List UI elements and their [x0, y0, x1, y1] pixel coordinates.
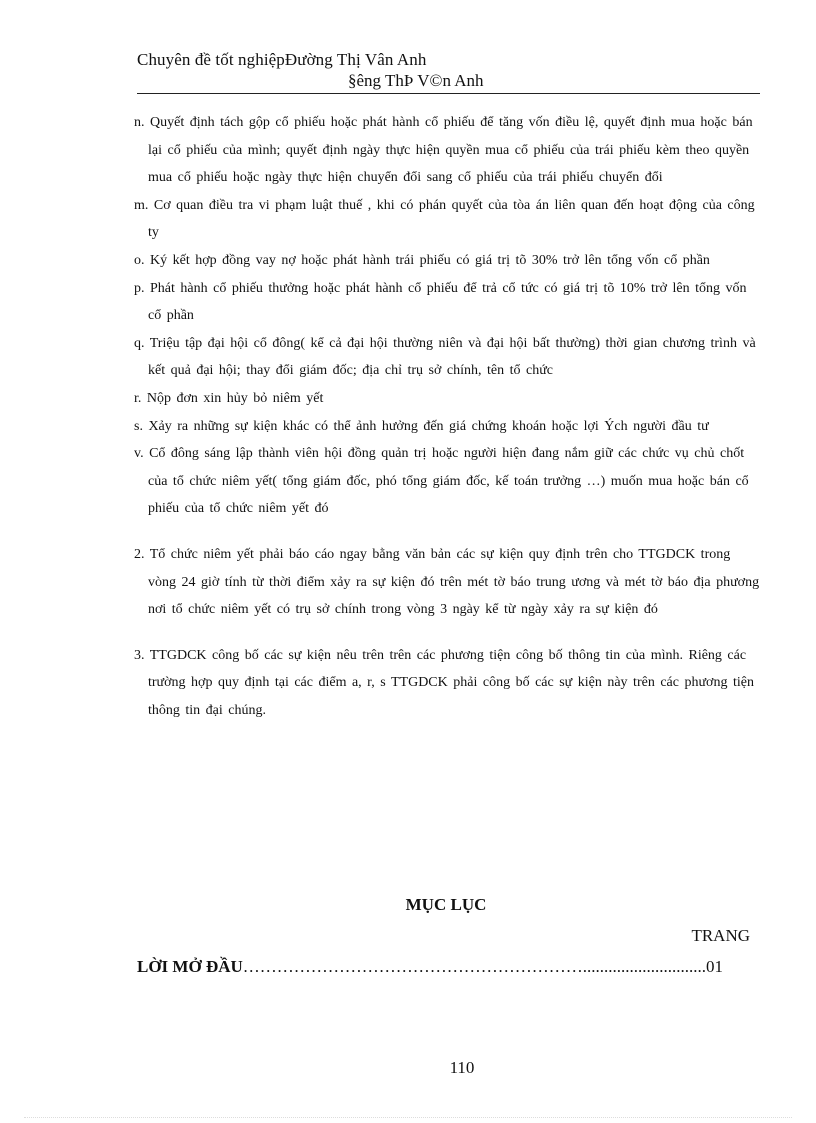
header-author-encoded: §êng ThÞ V©n Anh — [348, 71, 484, 90]
paragraph-2: 2. Tổ chức niêm yết phải báo cáo ngay bằng văn bản các sự kiện quy định trên cho TTGDCK trong vòng 24 giờ tính từ thời điểm xảy ra sự kiện đó trên mét tờ báo trung ương và mét tờ báo địa phương nơi tổ chức niêm yết có trụ sở chính trong vòng 3 ngày kể từ ngày xảy ra sự kiện đó — [134, 546, 760, 618]
toc-page-column-label: TRANG — [691, 926, 750, 945]
list-item-p: p. Phát hành cổ phiếu thưởng hoặc phát hành cổ phiếu để trả cổ tức có giá trị tõ 10% trở lên tổng vốn cổ phần — [134, 280, 747, 324]
list-item-q: q. Triệu tập đại hội cổ đông( kể cả đại hội thường niên và đại hội bất thường) thời gian chương trình và kết quả đại hội; thay đổi giám đốc; địa chỉ trụ sở chính, tên tổ chức — [134, 335, 756, 379]
page-number: 110 — [449, 1058, 475, 1077]
list-item-o: o. Ký kết hợp đồng vay nợ hoặc phát hành trái phiếu có giá trị tõ 30% trở lên tổng vốn cổ phần — [134, 252, 710, 268]
body-text — [134, 109, 762, 724]
header-title: Chuyên đề tốt nghiệpĐường Thị Vân Anh — [137, 50, 427, 69]
toc-entry[interactable] — [137, 957, 723, 977]
list-item-m: m. Cơ quan điều tra vi phạm luật thuế , khi có phán quyết của tòa án liên quan đến hoạt động của công ty — [134, 197, 755, 241]
page-bottom-border — [24, 1117, 792, 1118]
toc-entry-label: LỜI MỞ ĐẦU — [137, 957, 243, 976]
toc-title: MỤC LỤC — [405, 895, 487, 914]
toc-entry-page: 01 — [706, 957, 724, 976]
list-item-n: n. Quyết định tách gộp cổ phiếu hoặc phát hành cổ phiếu để tăng vốn điều lệ, quyết định mua hoặc bán lại cổ phiếu của mình; quyết định ngày thực hiện quyền mua cổ phiếu của trái phiếu kèm theo quyền mua cổ phiếu hoặc ngày thực hiện chuyển đổi sang cổ phiếu của trái phiếu chuyển đổi — [134, 115, 753, 186]
header-divider — [137, 93, 760, 94]
toc-entry-leader: ……………………………………………………............................. — [242, 957, 707, 976]
paragraph-3: 3. TTGDCK công bố các sự kiện nêu trên trên các phương tiện công bố thông tin của mình. Riêng các trường hợp quy định tại các điểm a, r, s TTGDCK phải công bố các sự kiện này trên các phương tiện thông tin đại chúng. — [134, 647, 754, 718]
list-item-r: r. Nộp đơn xin hủy bỏ niêm yết — [134, 390, 324, 406]
list-item-s: s. Xảy ra những sự kiện khác có thể ảnh hưởng đến giá chứng khoán hoặc lợi Ých người đầu tư — [134, 418, 709, 434]
list-item-v: v. Cổ đông sáng lập thành viên hội đồng quản trị hoặc người hiện đang nắm giữ các chức vụ chủ chốt của tổ chức niêm yết( tổng giám đốc, phó tổng giám đốc, kế toán trưởng …) muốn mua hoặc bán cổ phiếu của tổ chức niêm yết đó — [134, 446, 749, 517]
